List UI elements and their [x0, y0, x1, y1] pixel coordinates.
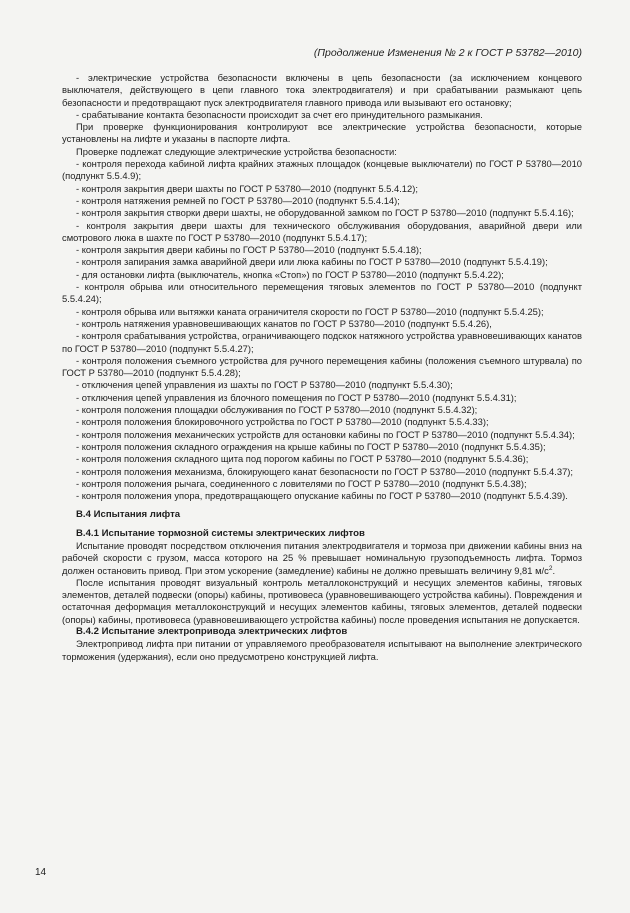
- list-item: - контроля положения съемного устройства для ручного перемещения кабины (положения съемного штурвала) по ГОСТ Р 53780—2010 (подпункт 5.5.4.28);: [62, 354, 582, 379]
- subsection-heading-b41: В.4.1 Испытание тормозной системы электрических лифтов: [76, 527, 365, 539]
- list-item: - контроля закрытия створки двери шахты, не оборудованной замком по ГОСТ Р 53780—2010 (подпункт 5.5.4.16);: [76, 207, 574, 219]
- list-item: - отключения цепей управления из шахты по ГОСТ Р 53780—2010 (подпункт 5.5.4.30);: [76, 379, 453, 391]
- paragraph-end: .: [552, 564, 556, 576]
- page-header: (Продолжение Изменения № 2 к ГОСТ Р 53782—2010): [313, 47, 582, 59]
- paragraph: - электрические устройства безопасности включены в цепь безопасности (за исключением концевого выключателя, действующего в цепи главного тока электродвигателя) и при срабатывании размыкают цепь безопасности и предотвращают пуск электродвигателя главного привода или вызывают его остановку;: [62, 72, 582, 108]
- list-item: - контроля положения рычага, соединенного с ловителями по ГОСТ Р 53780—2010 (подпункт 5.5.4.38);: [76, 477, 527, 489]
- list-item: - отключения цепей управления из блочного помещения по ГОСТ Р 53780—2010 (подпункт 5.5.4.31);: [76, 391, 517, 403]
- document-body: [62, 72, 582, 663]
- list-item: - контроля обрыва или относительного перемещения тяговых элементов по ГОСТ Р 53780—2010 (подпункт 5.5.4.24);: [62, 281, 582, 305]
- list-item: - контроль натяжения уравновешивающих канатов по ГОСТ Р 53780—2010 (подпункт 5.5.4.26),: [76, 317, 492, 329]
- list-item: - контроля натяжения ремней по ГОСТ Р 53780—2010 (подпункт 5.5.4.14);: [76, 194, 400, 206]
- list-item: - контроля положения складного ограждения на крыше кабины по ГОСТ Р 53780—2010 (подпункт 5.5.4.35);: [76, 440, 546, 452]
- subsection-heading-b42: В.4.2 Испытание электропривода электрических лифтов: [76, 626, 348, 638]
- paragraph: После испытания проводят визуальный контроль металлоконструкций и несущих элементов кабины, тяговых элементов, деталей подвески (опоры) кабины, противовеса (уравновешивающего устройства кабины). Повреждения и остаточная деформация металлоконструкций и несущих элементов кабины, тяговых элементов, деталей подвески (опоры) кабины, противовеса (уравновешивающего устройства кабины) после проведения испытания не допускается.: [62, 576, 582, 625]
- paragraph: Проверке подлежат следующие электрические устройства безопасности:: [76, 145, 397, 157]
- paragraph-text: Испытание проводят посредством отключения питания электродвигателя и тормоза при движении кабины вниз на рабочей скорости с грузом, масса которого на 25 % превышает номинальную грузоподъемность лифта. Тормоз должен остановить привод. При этом ускорение (замедление) кабины не должно превышать величину 9,81 м/с: [62, 539, 582, 576]
- paragraph: При проверке функционирования контролируют все электрические устройства безопасности, которые установлены на лифте и указаны в паспорте лифта.: [62, 121, 582, 145]
- list-item: - контроля закрытия двери кабины по ГОСТ Р 53780—2010 (подпункт 5.5.4.18);: [76, 244, 422, 256]
- list-item: - контроля положения упора, предотвращающего опускание кабины по ГОСТ Р 53780—2010 (подпункт 5.5.4.39).: [76, 490, 568, 502]
- list-item: - для остановки лифта (выключатель, кнопка «Стоп») по ГОСТ Р 53780—2010 (подпункт 5.5.4.22);: [76, 268, 504, 280]
- page-number: 14: [35, 867, 47, 878]
- paragraph: - срабатывание контакта безопасности происходит за счет его принудительного размыкания.: [76, 108, 483, 120]
- list-item: - контроля запирания замка аварийной двери или люка кабины по ГОСТ Р 53780—2010 (подпункт 5.5.4.19);: [76, 256, 548, 268]
- paragraph: [62, 540, 582, 577]
- list-item: - контроля положения площадки обслуживания по ГОСТ Р 53780—2010 (подпункт 5.5.4.32);: [76, 404, 478, 416]
- list-item: - контроля срабатывания устройства, ограничивающего подскок натяжного устройства уравновешивающих канатов по ГОСТ Р 53780—2010 (подпункт 5.5.4.27);: [62, 330, 582, 354]
- superscript: 2: [548, 564, 553, 572]
- list-item: - контроля перехода кабиной лифта крайних этажных площадок (концевые выключатели) по ГОСТ Р 53780—2010 (подпункт 5.5.4.9);: [62, 158, 582, 182]
- list-item: - контроля положения блокировочного устройства по ГОСТ Р 53780—2010 (подпункт 5.5.4.33);: [76, 416, 489, 428]
- list-item: - контроля закрытия двери шахты по ГОСТ Р 53780—2010 (подпункт 5.5.4.12);: [76, 182, 418, 194]
- list-item: - контроля положения механизма, блокирующего канат безопасности по ГОСТ Р 53780—2010 (подпункт 5.5.4.37);: [76, 465, 574, 477]
- list-item: - контроля положения механических устройств для остановки кабины по ГОСТ Р 53780—2010 (подпункт 5.5.4.34);: [76, 428, 575, 440]
- list-item: - контроля обрыва или вытяжки каната ограничителя скорости по ГОСТ Р 53780—2010 (подпункт 5.5.4.25);: [76, 305, 544, 317]
- section-heading-b4: В.4 Испытания лифта: [76, 509, 181, 521]
- list-item: - контроля положения складного щита под порогом кабины по ГОСТ Р 53780—2010 (подпункт 5.5.4.36);: [76, 453, 529, 465]
- paragraph: Электропривод лифта при питании от управляемого преобразователя испытывают на выполнение электрического торможения (удержания), если оно предусмотрено конструкцией лифта.: [62, 638, 582, 662]
- list-item: - контроля закрытия двери шахты для технического обслуживания оборудования, аварийной двери или смотрового люка в шахте по ГОСТ Р 53780—2010 (подпункт 5.5.4.17);: [62, 219, 582, 243]
